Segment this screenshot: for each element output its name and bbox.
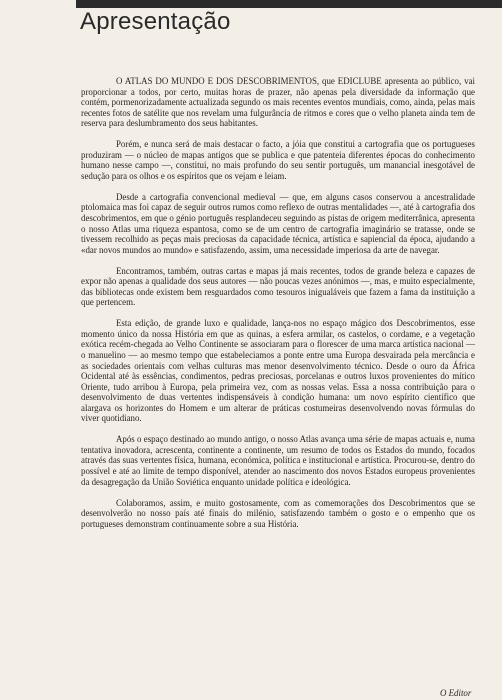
paragraph-7: Colaboramos, assim, e muito gostosamente, com as comemorações dos Descobrimentos que se desenvolverão no nosso país até finais do milénio, satisfazendo também o gosto e o empenho que os portugueses demonstram continuamente sobre a sua História. [81, 497, 475, 529]
body-text [81, 76, 475, 540]
signature: O Editor [440, 688, 472, 698]
paragraph-5: Esta edição, de grande luxo e qualidade, lança-nos no espaço mágico dos Descobrimentos, esse momento único da nossa História em que as quinas, a esfera armilar, os castelos, o cordame, e a vegetação exótica recém-chegada ao Velho Continente se associaram para o florescer de uma marca artística nacional — o manuelino — ao mesmo tempo que estabeleciamos a ponte entre uma Europa desvairada pela mercância e as sociedades orientais com velhas culturas mas menor desenvolvimento técnico. Desde o ouro da África Ocidental até às essências, condimentos, pedras preciosas, porcelanas e outros luxos provenientes do mítico Oriente, tudo arribou à Europa, pela primeira vez, com as nossas velas. Essa a nossa contribuição para o desenvolvimento de duas vertentes indispensáveis à condição humana: um novo espírito científico que alargava os horizontes do Homem e um alterar de práticas costumeiras desenvolvendo novas fórmulas do viver quotidiano. [81, 318, 475, 424]
paragraph-1: O ATLAS DO MUNDO E DOS DESCOBRIMENTOS, que EDICLUBE apresenta ao público, vai proporcionar a todos, por certo, muitas horas de prazer, não apenas pela diversidade da informação que contém, pormenorizadamente actualizada segundo os mais recentes eventos mundiais, como, ainda, pelas mais recentes fotos de satélite que nos revelam uma fulgurância de ritmos e cores que o velho planeta ainda tem de reserva para deslumbramento dos seus habitantes. [81, 76, 475, 129]
header-rule [76, 0, 502, 8]
paragraph-2: Porém, e nunca será de mais destacar o facto, a jóia que constitui a cartografia que os portugueses produziram — o núcleo de mapas antigos que se publica e que patenteia diferentes épocas do conhecimento humano nesse campo —, constitui, no mais profundo do seu sentir português, um manancial inesgotável de sedução para os olhos e os espíritos que os vejam e leiam. [81, 139, 475, 181]
paragraph-3: Desde a cartografia convencional medieval — que, em alguns casos conservou a ancestralidade ptolomaica mas foi capaz de seguir outros rumos como reflexo de outras mentalidades —, até à cartografia dos descobrimentos, em que o génio português resplandeceu seguindo as pistas de origem mediterrânica, apresenta o nosso Atlas uma riqueza espantosa, como se de um centro de cartografia imaginário se tratasse, onde se tivessem recolhido as peças mais preciosas da capacidade técnica, artística e sapiencial da época, ajudando a «dar novos mundos ao mundo» e satisfazendo, assim, uma necessidade imperiosa da arte de navegar. [81, 191, 475, 255]
paragraph-6: Após o espaço destinado ao mundo antigo, o nosso Atlas avança uma série de mapas actuais e, numa tentativa inovadora, acrescenta, continente a continente, um resumo de todos os Estados do mundo, focados através das suas vertentes física, humana, económica, política e institucional e artística. Procurou-se, dentro do possível e até ao limite de tempo disponível, atender ao nascimento dos novos Estados europeus provenientes da desagregação da União Soviética enquanto unidade política e ideológica. [81, 434, 475, 487]
page-title: Apresentação [80, 8, 231, 35]
paragraph-4: Encontramos, também, outras cartas e mapas já mais recentes, todos de grande beleza e capazes de expor não apenas a qualidade dos seus autores — não poucas vezes anónimos —, mas, e muito especialmente, das bibliotecas onde existem bem resguardados como tesouros inigualáveis que fazem a fama da instituição a que pertencem. [81, 265, 475, 308]
